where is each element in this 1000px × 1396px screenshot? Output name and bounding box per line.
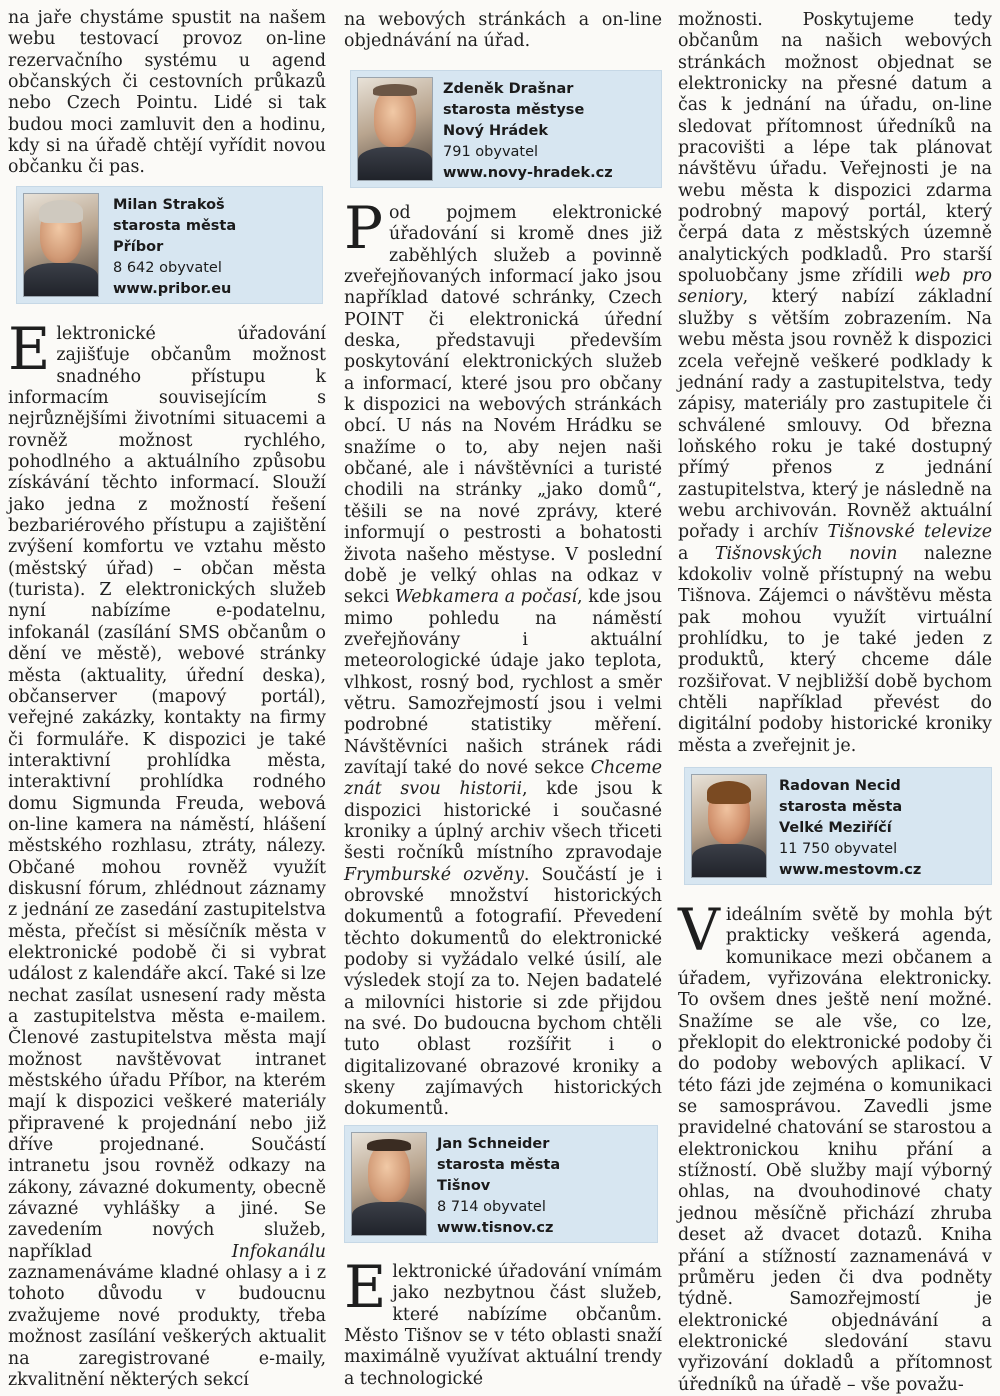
profile-box-pribor bbox=[16, 186, 323, 304]
article-novy-hradek bbox=[344, 194, 662, 1121]
article-text: a bbox=[678, 543, 715, 564]
profile-role: starosta města bbox=[437, 1157, 561, 1173]
profile-population: 8 714 obyvatel bbox=[437, 1199, 546, 1215]
continued-paragraph: na jaře chystáme spustit na našem webu testovací provoz on-line rezervačního systému u agend občanských či cestovních průkazů nebo Czech Pointu. Lidé si tak budou moci zamluvit den a hodinu, kdy si na úřadě chtějí vyřídit novou občanku či pas. bbox=[8, 8, 326, 178]
article-emphasis: Frymburské ozvěny bbox=[344, 864, 524, 885]
profile-name: Jan Schneider bbox=[437, 1136, 550, 1152]
article-text: , který nabízí základní služby s větším zobrazením. Na webu města jsou rovněž k dispozici zcela veřejně veškeré podklady k jednání rady a zastupitelstva, tedy zápisy, materiály pro zastupitele či schválené smlouvy. Od března loňského roku je také dostupný přímý přenos z jednání zastupitelstva, který je následně na webu archivován. Rovněž aktuální pořady i archív bbox=[678, 287, 992, 543]
article-text: , kde jsou mimo pohledu na náměstí zveřejňovány i aktuální meteorologické údaje jako teplota, vlhkost, rosný bod, rychlost a směr větru. Samozřejmostí jsou i velmi podrobné statistiky měření. Návštěvníci našich stránek rádi zavítají také do nové sekce bbox=[344, 587, 662, 778]
portrait-photo bbox=[23, 193, 99, 297]
portrait-suit bbox=[24, 263, 98, 296]
profile-role: starosta města bbox=[779, 799, 903, 815]
portrait-face bbox=[368, 1143, 409, 1202]
profile-population: 8 642 obyvatel bbox=[113, 260, 222, 276]
portrait-hair bbox=[373, 84, 417, 96]
drop-cap: P bbox=[344, 194, 384, 262]
portrait-suit bbox=[358, 147, 432, 180]
profile-role: starosta městyse bbox=[443, 102, 585, 118]
article-emphasis: Infokanálu bbox=[231, 1241, 326, 1262]
article-pribor bbox=[8, 315, 326, 1391]
profile-population: 791 obyvatel bbox=[443, 144, 539, 160]
profile-role: starosta města bbox=[113, 218, 237, 234]
profile-name: Milan Strakoš bbox=[113, 197, 225, 213]
profile-info bbox=[443, 79, 613, 184]
article-emphasis: Tišnovských novin bbox=[714, 543, 898, 564]
continued-paragraph bbox=[678, 10, 992, 757]
portrait-suit bbox=[352, 1202, 426, 1235]
profile-town: Tišnov bbox=[437, 1178, 491, 1194]
article-velke-mezirici bbox=[678, 896, 992, 1396]
profile-name: Radovan Necid bbox=[779, 778, 901, 794]
article-emphasis: Tišnovské televize bbox=[827, 522, 992, 543]
profile-box-tisnov bbox=[344, 1125, 658, 1243]
article-text: zaznamenáváme kladné ohlasy a i z tohoto důvodu v budoucnu zvažujeme nové produkty, třeba možnost zasílání veškerých aktualit na zaregistrované e-maily, zkvalitnění některých sekcí bbox=[8, 1263, 326, 1390]
article-text: ideálním světě by mohla být prakticky veškerá agenda, komunikace mezi občanem a úřadem, vyřizována elektronicky. To ovšem dnes ještě není možné. Snažíme se ale vše, co lze, překlopit do elektronické podoby či do podoby webových aplikací. V této fázi jde zejména o komunikaci se samosprávou. Zavedli jsme pravidelné chatování se starostou a elektronickou knihu přání a stížností. Obě služby mají výborný ohlas, na dvouhodinové chaty jednou měsíčně přichází zhruba deset až dvacet dotazů. Kniha přání a stížností zaznamenává v průměru jeden či dva podněty týdně. Samozřejmostí je elektronické objednávání a elektronické sledování stavu vyřizování dokladů a přítomnost úředníků na úřadě – vše považu- bbox=[678, 905, 992, 1395]
article-text: , kde jsou k dispozici historické i současné kroniky a úplný archiv všech třiceti šesti ročníků místního zpravodaje bbox=[344, 779, 662, 864]
profile-info bbox=[437, 1134, 560, 1239]
portrait-photo bbox=[357, 77, 433, 181]
profile-web-link[interactable]: www.tisnov.cz bbox=[437, 1220, 554, 1236]
profile-town: Příbor bbox=[113, 239, 164, 255]
continued-paragraph: na webových stránkách a on-line objednávání na úřad. bbox=[344, 10, 662, 52]
profile-web-link[interactable]: www.novy-hradek.cz bbox=[443, 165, 613, 181]
article-text: od pojmem elektronické úřadování si kromě dnes již zaběhlých služeb a povinně zveřejňovaných informací jako jsou například datové schránky, Czech POINT či elektronická úřední deska, představuji především poskytování elektronických služeb a informací, které jsou pro občany k dispozici na webových stránkách obcí. U nás na Novém Hrádku se snažíme o to, aby nejen naši občané, ale i návštěvníci a turisté chodili na stránky „jako domů“, těšili se na nové zprávy, které informují o pestrosti a bohatosti života našeho městyse. V poslední době je velký ohlas na odkaz v sekci bbox=[344, 203, 662, 608]
drop-cap: E bbox=[8, 315, 51, 383]
drop-cap: E bbox=[344, 1253, 387, 1321]
profile-web-link[interactable]: www.mestovm.cz bbox=[779, 862, 922, 878]
profile-info bbox=[113, 195, 236, 300]
portrait-hair bbox=[39, 200, 83, 222]
profile-town: Velké Meziříčí bbox=[779, 820, 892, 836]
article-text: možnosti. Poskytujeme tedy občanům na našich webových stránkách možnost objednat se elektronicky na přesné datum a čas k jednání na úřadu, on-line sledovat přítomnost úředníků na pracovišti a lépe tak plánovat návštěvu úřadu. Veřejnosti je na webu města k dispozici zdarma podrobný mapový portál, který čerpá data z městských územně analytických podkladů. Pro starší spoluobčany jsme zřídili bbox=[678, 10, 992, 287]
profile-box-novy-hradek bbox=[350, 70, 662, 188]
profile-box-velke-mezirici bbox=[684, 767, 992, 885]
portrait-suit bbox=[692, 844, 766, 877]
profile-name: Zdeněk Drašnar bbox=[443, 81, 574, 97]
portrait-hair bbox=[707, 781, 751, 803]
article-text: nalezne kdokoliv volně přístupný na webu Tišnova. Zájemci o návštěvu města pak mohou využít virtuální prohlídku, to je také jeden z produktů, který chceme dále rozšiřovat. V nejbližší době bychom chtěli například převést do digitální podoby historické kroniky města a zveřejnit je. bbox=[678, 543, 993, 756]
drop-cap: V bbox=[678, 896, 720, 964]
article-emphasis: Webkamera a počasí bbox=[394, 587, 578, 608]
profile-web-link[interactable]: www.pribor.eu bbox=[113, 281, 232, 297]
article-text: lektronické úřadování vnímám jako nezbytnou část služeb, které nabízíme občanům. Město Tišnov se v této oblasti snaží maximálně využívat aktuální trendy a technologické bbox=[344, 1262, 662, 1389]
article-emphasis: Chceme znát svou historii bbox=[344, 757, 662, 800]
profile-town: Nový Hrádek bbox=[443, 123, 548, 139]
profile-population: 11 750 obyvatel bbox=[779, 841, 898, 857]
portrait-photo bbox=[351, 1132, 427, 1236]
article-emphasis: web pro seniory bbox=[678, 266, 992, 308]
profile-info bbox=[779, 776, 921, 881]
portrait-hair bbox=[367, 1139, 411, 1151]
article-text: lektronické úřadování zajišťuje občanům možnost snadného přístupu k informacím souvisejícím s nejrůznějšími životními situacemi a rovněž možnost rychlého, pohodlného a aktuálního způsobu získávání těchto informací. Slouží jako jedna z možností řešení bezbariérového přístupu a zajištění zvýšení komfortu ve vztahu město (městský úřad) – občan města (turista). Z elektronických služeb nyní nabízíme e-podatelnu, infokanál (zasílání SMS občanům o dění ve městě), webové stránky města (aktuality, úřední deska), občanserver (mapový portál), veřejné zakázky, kontakty na firmy či formuláře. K dispozici je také interaktivní prohlídka města, interaktivní prohlídka rodného domu Sigmunda Freuda, webová on-line kamera na náměstí, hlášení městského rozhlasu, ztráty, nálezy. Občané mohou rovněž využít diskusní fórum, zhlédnout záznamy z jednání ze zasedání zastupitelstva města, přečíst si měsíčník města v elektronické podobě či si vybrat událost z kalendáře akcí. Také si lze nechat zasílat usnesení rady města a zastupitelstva města e-mailem. Členové zastupitelstva města mají možnost navštěvovat intranet městského úřadu Příbor, na kterém mají k dispozici veškeré materiály připravené k projednání nebo již dříve projednané. Součástí intranetu jsou rovněž odkazy na zákony, závazné dokumenty, obecně závazné vyhlášky a jiné. Se zavedením nových služeb, například bbox=[8, 324, 326, 1262]
portrait-photo bbox=[691, 774, 767, 878]
article-tisnov bbox=[344, 1253, 662, 1390]
portrait-face bbox=[374, 88, 415, 147]
article-text: . Součástí je i obrovské množství historických dokumentů a fotografií. Převedení těchto dokumentů do elektronické podoby si vyžádalo velké úsilí, ale výsledek stojí za to. Nejen badatelé a milovníci historie si zde přijdou na své. Do budoucna bychom chtěli tuto oblast rozšířit i o digitalizované obrazové kroniky a skeny zajímavých historických dokumentů. bbox=[344, 864, 662, 1120]
